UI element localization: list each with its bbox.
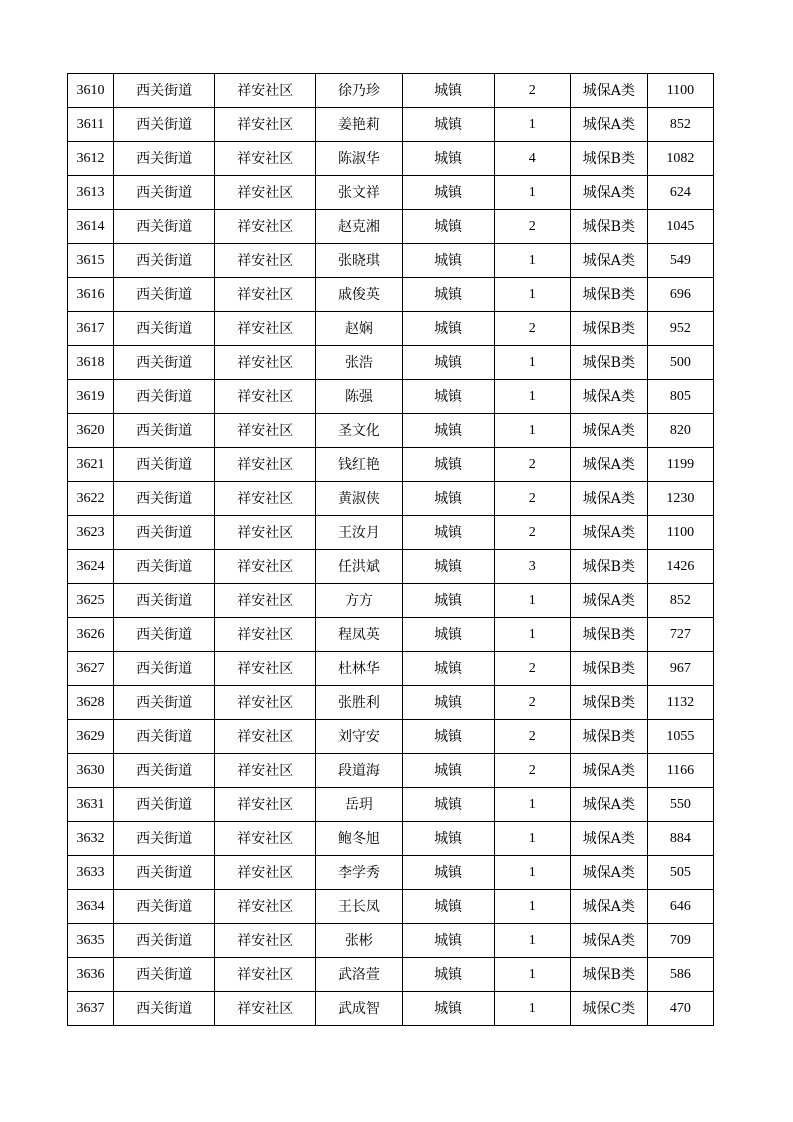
community-cell: 祥安社区 [215,244,316,278]
name-cell: 王长凤 [316,890,402,924]
subdistrict-cell: 西关街道 [114,482,215,516]
household-type-cell: 城镇 [402,482,494,516]
amount-cell: 586 [647,958,713,992]
amount-cell: 820 [647,414,713,448]
amount-cell: 1166 [647,754,713,788]
category-cell: 城保B类 [570,958,647,992]
category-cell: 城保B类 [570,210,647,244]
subdistrict-cell: 西关街道 [114,108,215,142]
serial-number-cell: 3618 [68,346,114,380]
subdistrict-cell: 西关街道 [114,516,215,550]
table-row [68,448,714,482]
household-type-cell: 城镇 [402,142,494,176]
table-row [68,244,714,278]
name-cell: 陈强 [316,380,402,414]
household-type-cell: 城镇 [402,414,494,448]
serial-number-cell: 3624 [68,550,114,584]
household-type-cell: 城镇 [402,822,494,856]
category-cell: 城保A类 [570,176,647,210]
name-cell: 姜艳莉 [316,108,402,142]
amount-cell: 967 [647,652,713,686]
household-type-cell: 城镇 [402,584,494,618]
subdistrict-cell: 西关街道 [114,176,215,210]
name-cell: 任洪斌 [316,550,402,584]
amount-cell: 1100 [647,74,713,108]
name-cell: 徐乃珍 [316,74,402,108]
serial-number-cell: 3634 [68,890,114,924]
household-size-cell: 2 [494,686,570,720]
name-cell: 杜林华 [316,652,402,686]
household-type-cell: 城镇 [402,176,494,210]
subdistrict-cell: 西关街道 [114,584,215,618]
serial-number-cell: 3615 [68,244,114,278]
community-cell: 祥安社区 [215,958,316,992]
subdistrict-cell: 西关街道 [114,754,215,788]
subdistrict-cell: 西关街道 [114,346,215,380]
name-cell: 张胜利 [316,686,402,720]
subdistrict-cell: 西关街道 [114,142,215,176]
name-cell: 武洛萱 [316,958,402,992]
household-size-cell: 1 [494,992,570,1026]
name-cell: 赵娴 [316,312,402,346]
table-row [68,312,714,346]
household-size-cell: 2 [494,312,570,346]
community-cell: 祥安社区 [215,890,316,924]
amount-cell: 696 [647,278,713,312]
category-cell: 城保A类 [570,754,647,788]
name-cell: 武成智 [316,992,402,1026]
serial-number-cell: 3625 [68,584,114,618]
table-row [68,516,714,550]
household-type-cell: 城镇 [402,312,494,346]
household-size-cell: 1 [494,822,570,856]
serial-number-cell: 3610 [68,74,114,108]
table-row [68,992,714,1026]
table-row [68,210,714,244]
serial-number-cell: 3631 [68,788,114,822]
subdistrict-cell: 西关街道 [114,958,215,992]
amount-cell: 550 [647,788,713,822]
name-cell: 王汝月 [316,516,402,550]
subdistrict-cell: 西关街道 [114,788,215,822]
category-cell: 城保A类 [570,890,647,924]
household-size-cell: 1 [494,380,570,414]
category-cell: 城保B类 [570,312,647,346]
subdistrict-cell: 西关街道 [114,992,215,1026]
table-row [68,822,714,856]
serial-number-cell: 3632 [68,822,114,856]
amount-cell: 470 [647,992,713,1026]
name-cell: 张彬 [316,924,402,958]
category-cell: 城保B类 [570,346,647,380]
amount-cell: 1045 [647,210,713,244]
category-cell: 城保B类 [570,652,647,686]
household-type-cell: 城镇 [402,958,494,992]
category-cell: 城保B类 [570,618,647,652]
household-size-cell: 4 [494,142,570,176]
household-type-cell: 城镇 [402,924,494,958]
amount-cell: 709 [647,924,713,958]
subdistrict-cell: 西关街道 [114,856,215,890]
household-size-cell: 2 [494,652,570,686]
community-cell: 祥安社区 [215,74,316,108]
name-cell: 陈淑华 [316,142,402,176]
table-row [68,380,714,414]
category-cell: 城保A类 [570,822,647,856]
community-cell: 祥安社区 [215,788,316,822]
serial-number-cell: 3620 [68,414,114,448]
household-type-cell: 城镇 [402,618,494,652]
table-row [68,176,714,210]
subdistrict-cell: 西关街道 [114,924,215,958]
name-cell: 张浩 [316,346,402,380]
subdistrict-cell: 西关街道 [114,414,215,448]
household-size-cell: 2 [494,516,570,550]
table-row [68,686,714,720]
name-cell: 张晓琪 [316,244,402,278]
household-size-cell: 2 [494,448,570,482]
serial-number-cell: 3616 [68,278,114,312]
community-cell: 祥安社区 [215,346,316,380]
serial-number-cell: 3622 [68,482,114,516]
name-cell: 李学秀 [316,856,402,890]
amount-cell: 1055 [647,720,713,754]
community-cell: 祥安社区 [215,584,316,618]
household-type-cell: 城镇 [402,108,494,142]
household-type-cell: 城镇 [402,516,494,550]
category-cell: 城保A类 [570,414,647,448]
serial-number-cell: 3623 [68,516,114,550]
subdistrict-cell: 西关街道 [114,890,215,924]
community-cell: 祥安社区 [215,720,316,754]
community-cell: 祥安社区 [215,652,316,686]
name-cell: 岳玥 [316,788,402,822]
community-cell: 祥安社区 [215,142,316,176]
household-type-cell: 城镇 [402,448,494,482]
amount-cell: 1426 [647,550,713,584]
community-cell: 祥安社区 [215,176,316,210]
household-size-cell: 2 [494,720,570,754]
name-cell: 方方 [316,584,402,618]
category-cell: 城保B类 [570,720,647,754]
table-row [68,754,714,788]
community-cell: 祥安社区 [215,312,316,346]
category-cell: 城保A类 [570,448,647,482]
table-row [68,584,714,618]
household-type-cell: 城镇 [402,244,494,278]
household-size-cell: 2 [494,74,570,108]
community-cell: 祥安社区 [215,380,316,414]
amount-cell: 727 [647,618,713,652]
household-size-cell: 1 [494,108,570,142]
household-size-cell: 1 [494,346,570,380]
name-cell: 黄淑侠 [316,482,402,516]
household-size-cell: 1 [494,618,570,652]
subdistrict-cell: 西关街道 [114,720,215,754]
household-type-cell: 城镇 [402,210,494,244]
community-cell: 祥安社区 [215,550,316,584]
table-row [68,652,714,686]
community-cell: 祥安社区 [215,754,316,788]
table-row [68,142,714,176]
category-cell: 城保A类 [570,380,647,414]
serial-number-cell: 3611 [68,108,114,142]
table-row [68,890,714,924]
name-cell: 程凤英 [316,618,402,652]
amount-cell: 852 [647,584,713,618]
household-size-cell: 1 [494,414,570,448]
household-size-cell: 1 [494,890,570,924]
subdistrict-cell: 西关街道 [114,244,215,278]
household-size-cell: 3 [494,550,570,584]
amount-cell: 884 [647,822,713,856]
household-type-cell: 城镇 [402,550,494,584]
table-row [68,278,714,312]
community-cell: 祥安社区 [215,618,316,652]
subdistrict-cell: 西关街道 [114,312,215,346]
table-row [68,482,714,516]
subdistrict-cell: 西关街道 [114,652,215,686]
name-cell: 鲍冬旭 [316,822,402,856]
subdistrict-cell: 西关街道 [114,278,215,312]
serial-number-cell: 3635 [68,924,114,958]
community-cell: 祥安社区 [215,924,316,958]
amount-cell: 852 [647,108,713,142]
household-type-cell: 城镇 [402,380,494,414]
category-cell: 城保B类 [570,686,647,720]
category-cell: 城保A类 [570,74,647,108]
amount-cell: 549 [647,244,713,278]
name-cell: 钱红艳 [316,448,402,482]
category-cell: 城保A类 [570,516,647,550]
subdistrict-cell: 西关街道 [114,74,215,108]
amount-cell: 1199 [647,448,713,482]
subdistrict-cell: 西关街道 [114,686,215,720]
amount-cell: 952 [647,312,713,346]
community-cell: 祥安社区 [215,448,316,482]
category-cell: 城保A类 [570,244,647,278]
category-cell: 城保B类 [570,142,647,176]
table-body [68,74,714,1026]
household-type-cell: 城镇 [402,686,494,720]
name-cell: 圣文化 [316,414,402,448]
community-cell: 祥安社区 [215,414,316,448]
category-cell: 城保A类 [570,856,647,890]
amount-cell: 1100 [647,516,713,550]
community-cell: 祥安社区 [215,992,316,1026]
serial-number-cell: 3612 [68,142,114,176]
household-size-cell: 1 [494,958,570,992]
household-size-cell: 2 [494,754,570,788]
household-size-cell: 1 [494,924,570,958]
amount-cell: 1132 [647,686,713,720]
household-size-cell: 1 [494,584,570,618]
household-type-cell: 城镇 [402,788,494,822]
allowance-table [67,73,714,1026]
serial-number-cell: 3637 [68,992,114,1026]
amount-cell: 1230 [647,482,713,516]
community-cell: 祥安社区 [215,686,316,720]
serial-number-cell: 3613 [68,176,114,210]
community-cell: 祥安社区 [215,108,316,142]
name-cell: 张文祥 [316,176,402,210]
amount-cell: 1082 [647,142,713,176]
amount-cell: 805 [647,380,713,414]
community-cell: 祥安社区 [215,482,316,516]
household-type-cell: 城镇 [402,754,494,788]
household-size-cell: 1 [494,244,570,278]
table-row [68,346,714,380]
table-row [68,924,714,958]
category-cell: 城保A类 [570,108,647,142]
household-type-cell: 城镇 [402,652,494,686]
category-cell: 城保A类 [570,788,647,822]
serial-number-cell: 3621 [68,448,114,482]
category-cell: 城保A类 [570,482,647,516]
serial-number-cell: 3619 [68,380,114,414]
serial-number-cell: 3628 [68,686,114,720]
household-size-cell: 1 [494,176,570,210]
name-cell: 赵克湘 [316,210,402,244]
table-row [68,414,714,448]
serial-number-cell: 3614 [68,210,114,244]
table-row [68,74,714,108]
household-size-cell: 1 [494,278,570,312]
table-row [68,856,714,890]
household-type-cell: 城镇 [402,856,494,890]
household-size-cell: 1 [494,788,570,822]
amount-cell: 500 [647,346,713,380]
amount-cell: 505 [647,856,713,890]
table-row [68,720,714,754]
serial-number-cell: 3617 [68,312,114,346]
serial-number-cell: 3633 [68,856,114,890]
amount-cell: 624 [647,176,713,210]
serial-number-cell: 3629 [68,720,114,754]
table-row [68,958,714,992]
household-type-cell: 城镇 [402,346,494,380]
serial-number-cell: 3630 [68,754,114,788]
community-cell: 祥安社区 [215,278,316,312]
household-size-cell: 2 [494,210,570,244]
subdistrict-cell: 西关街道 [114,210,215,244]
category-cell: 城保B类 [570,550,647,584]
name-cell: 戚俊英 [316,278,402,312]
community-cell: 祥安社区 [215,822,316,856]
household-type-cell: 城镇 [402,278,494,312]
community-cell: 祥安社区 [215,856,316,890]
community-cell: 祥安社区 [215,210,316,244]
table-row [68,618,714,652]
household-type-cell: 城镇 [402,992,494,1026]
category-cell: 城保A类 [570,584,647,618]
subdistrict-cell: 西关街道 [114,618,215,652]
name-cell: 段道海 [316,754,402,788]
name-cell: 刘守安 [316,720,402,754]
household-type-cell: 城镇 [402,720,494,754]
household-type-cell: 城镇 [402,890,494,924]
subdistrict-cell: 西关街道 [114,822,215,856]
category-cell: 城保C类 [570,992,647,1026]
amount-cell: 646 [647,890,713,924]
household-size-cell: 1 [494,856,570,890]
category-cell: 城保A类 [570,924,647,958]
serial-number-cell: 3636 [68,958,114,992]
serial-number-cell: 3627 [68,652,114,686]
table-row [68,108,714,142]
community-cell: 祥安社区 [215,516,316,550]
subdistrict-cell: 西关街道 [114,550,215,584]
table-row [68,788,714,822]
table-row [68,550,714,584]
subdistrict-cell: 西关街道 [114,380,215,414]
category-cell: 城保B类 [570,278,647,312]
subdistrict-cell: 西关街道 [114,448,215,482]
household-type-cell: 城镇 [402,74,494,108]
household-size-cell: 2 [494,482,570,516]
serial-number-cell: 3626 [68,618,114,652]
